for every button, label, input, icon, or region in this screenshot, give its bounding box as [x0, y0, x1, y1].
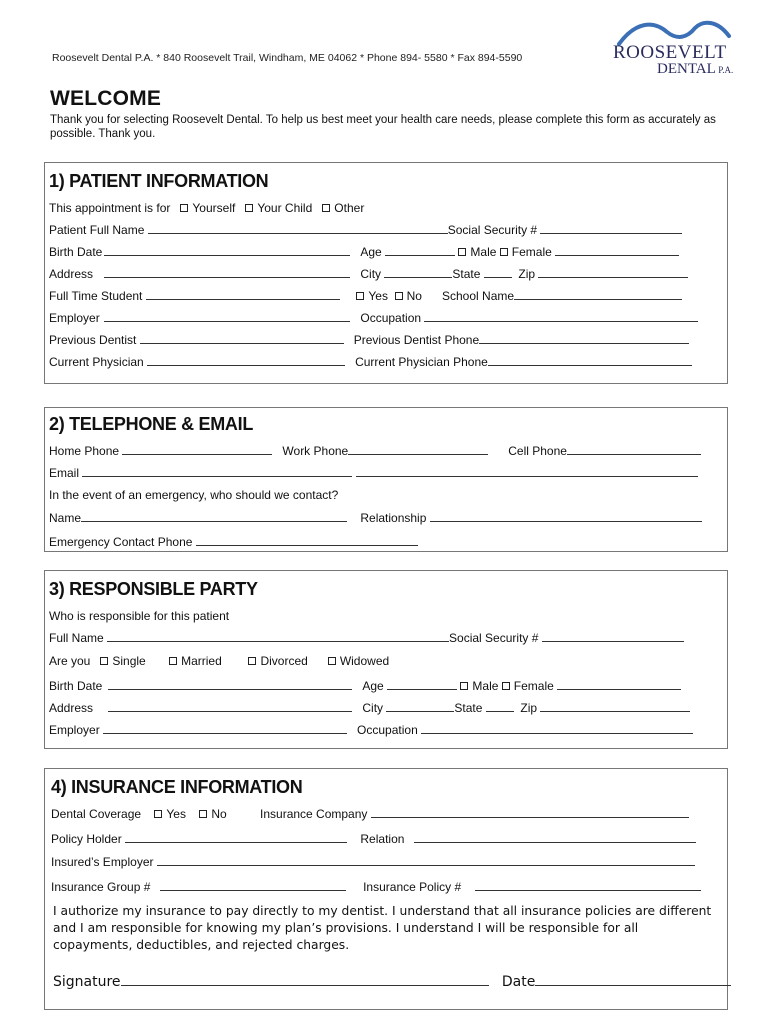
section-title: 3) RESPONSIBLE PARTY — [49, 579, 258, 599]
female-label: Female — [511, 245, 552, 259]
responsible-ssn-label: Social Security # — [449, 631, 539, 645]
married-checkbox[interactable] — [169, 657, 177, 665]
relation-label: Relation — [360, 832, 405, 846]
responsible-female-checkbox[interactable] — [502, 682, 510, 690]
male-label: Male — [470, 245, 497, 259]
other-checkbox[interactable] — [322, 204, 330, 212]
birth-date-label: Birth Date — [49, 245, 103, 259]
zip-label: Zip — [518, 267, 536, 281]
single-checkbox[interactable] — [100, 657, 108, 665]
home-phone-label: Home Phone — [49, 444, 120, 458]
responsible-name-field[interactable] — [107, 631, 449, 642]
insurance-company-label: Insurance Company — [260, 807, 368, 821]
emergency-phone-field[interactable] — [196, 535, 418, 546]
cell-phone-field[interactable] — [567, 444, 701, 455]
city-label: City — [360, 267, 382, 281]
welcome-title: WELCOME — [50, 87, 162, 110]
physician-phone-field[interactable] — [488, 355, 692, 366]
emergency-name-field[interactable] — [81, 511, 347, 522]
insurance-company-field[interactable] — [371, 807, 689, 818]
school-label: School Name — [442, 289, 515, 303]
student-no-label: No — [406, 289, 422, 303]
state-label: State — [452, 267, 481, 281]
responsible-city-label: City — [362, 701, 384, 715]
other-label: Other — [334, 201, 365, 215]
insurance-information-section — [44, 768, 728, 1010]
ssn-label: Social Security # — [447, 223, 538, 237]
single-label: Single — [112, 654, 146, 668]
emergency-phone-label: Emergency Contact Phone — [49, 535, 193, 549]
gender-extra-field[interactable] — [555, 245, 679, 256]
school-field[interactable] — [514, 289, 682, 300]
responsible-female-label: Female — [513, 679, 554, 693]
city-field[interactable] — [384, 267, 452, 278]
male-checkbox[interactable] — [458, 248, 466, 256]
insurance-policy-field[interactable] — [475, 880, 701, 891]
birth-date-field[interactable] — [104, 245, 350, 256]
yourself-label: Yourself — [192, 201, 236, 215]
section-title: 2) TELEPHONE & EMAIL — [49, 414, 254, 434]
coverage-no-checkbox[interactable] — [199, 810, 207, 818]
previous-dentist-label: Previous Dentist — [49, 333, 137, 347]
policy-holder-label: Policy Holder — [51, 832, 122, 846]
responsible-state-field[interactable] — [486, 701, 514, 712]
relation-field[interactable] — [414, 832, 696, 843]
insurance-policy-label: Insurance Policy # — [363, 880, 462, 894]
insured-employer-label: Insured’s Employer — [51, 855, 154, 869]
responsible-state-label: State — [454, 701, 483, 715]
responsible-occupation-field[interactable] — [421, 723, 693, 734]
responsible-ssn-field[interactable] — [542, 631, 684, 642]
responsible-question: Who is responsible for this patient — [49, 609, 230, 623]
cell-phone-label: Cell Phone — [508, 444, 567, 458]
age-label: Age — [360, 245, 382, 259]
responsible-city-field[interactable] — [386, 701, 454, 712]
previous-dentist-phone-field[interactable] — [479, 333, 689, 344]
physician-label: Current Physician — [49, 355, 144, 369]
policy-holder-field[interactable] — [125, 832, 347, 843]
coverage-yes-checkbox[interactable] — [154, 810, 162, 818]
responsible-zip-label: Zip — [520, 701, 538, 715]
marital-status-label: Are you — [49, 654, 91, 668]
occupation-label: Occupation — [360, 311, 422, 325]
responsible-address-label: Address — [49, 701, 94, 715]
insurance-group-label: Insurance Group # — [51, 880, 151, 894]
student-yes-checkbox[interactable] — [356, 292, 364, 300]
responsible-occupation-label: Occupation — [357, 723, 418, 737]
signature-label: Signature — [53, 974, 121, 990]
emergency-name-label: Name — [49, 511, 82, 525]
responsible-employer-field[interactable] — [103, 723, 347, 734]
date-label: Date — [501, 974, 536, 990]
emergency-question: In the event of an emergency, who should we contact? — [49, 488, 339, 502]
relationship-label: Relationship — [360, 511, 427, 525]
zip-field[interactable] — [538, 267, 688, 278]
your-child-label: Your Child — [257, 201, 313, 215]
age-field[interactable] — [385, 245, 455, 256]
widowed-label: Widowed — [339, 654, 390, 668]
responsible-male-checkbox[interactable] — [460, 682, 468, 690]
student-yes-label: Yes — [368, 289, 388, 303]
divorced-label: Divorced — [260, 654, 308, 668]
email-field-continued[interactable] — [356, 466, 698, 477]
practice-address-line: Roosevelt Dental P.A. * 840 Roosevelt Trail, Windham, ME 04062 * Phone 894- 5580 * Fax 894-5590 — [52, 52, 523, 64]
yourself-checkbox[interactable] — [180, 204, 188, 212]
logo-suffix: P.A. — [718, 65, 734, 75]
logo-line1: ROOSEVELT — [613, 42, 727, 63]
address-field[interactable] — [104, 267, 350, 278]
widowed-checkbox[interactable] — [328, 657, 336, 665]
appointment-label: This appointment is for — [49, 201, 171, 215]
telephone-email-section — [44, 407, 728, 552]
employer-label: Employer — [49, 311, 100, 325]
email-field[interactable] — [82, 466, 352, 477]
physician-field[interactable] — [147, 355, 345, 366]
responsible-birth-date-field[interactable] — [108, 679, 352, 690]
responsible-age-label: Age — [362, 679, 384, 693]
responsible-party-section — [44, 570, 728, 749]
previous-dentist-phone-label: Previous Dentist Phone — [353, 333, 480, 347]
physician-phone-label: Current Physician Phone — [355, 355, 488, 369]
logo-line2: DENTAL — [657, 61, 716, 77]
female-checkbox[interactable] — [500, 248, 508, 256]
responsible-gender-extra-field[interactable] — [557, 679, 681, 690]
student-label: Full Time Student — [49, 289, 143, 303]
divorced-checkbox[interactable] — [248, 657, 256, 665]
responsible-address-field[interactable] — [108, 701, 352, 712]
signature-field[interactable] — [121, 972, 489, 986]
previous-dentist-field[interactable] — [140, 333, 344, 344]
welcome-text: Thank you for selecting Roosevelt Dental. To help us best meet your health care needs, please complete this form as accurately as possible. Thank you. — [50, 114, 716, 140]
employer-field[interactable] — [104, 311, 350, 322]
responsible-birth-date-label: Birth Date — [49, 679, 103, 693]
responsible-age-field[interactable] — [387, 679, 457, 690]
coverage-no-label: No — [211, 807, 227, 821]
relationship-field[interactable] — [430, 511, 702, 522]
section-title: 1) PATIENT INFORMATION — [49, 171, 269, 191]
patient-name-label: Patient Full Name — [49, 223, 145, 237]
roosevelt-dental-logo — [605, 18, 735, 80]
email-label: Email — [49, 466, 80, 480]
ssn-field[interactable] — [540, 223, 682, 234]
student-field[interactable] — [146, 289, 340, 300]
responsible-employer-label: Employer — [49, 723, 100, 737]
patient-information-section — [44, 162, 728, 384]
responsible-name-label: Full Name — [49, 631, 104, 645]
insured-employer-field[interactable] — [157, 855, 695, 866]
dental-coverage-label: Dental Coverage — [51, 807, 142, 821]
responsible-male-label: Male — [472, 679, 499, 693]
patient-name-field[interactable] — [148, 223, 448, 234]
married-label: Married — [181, 654, 222, 668]
date-field[interactable] — [535, 972, 731, 986]
responsible-zip-field[interactable] — [540, 701, 690, 712]
state-field[interactable] — [484, 267, 512, 278]
student-no-checkbox[interactable] — [395, 292, 403, 300]
occupation-field[interactable] — [424, 311, 698, 322]
insurance-group-field[interactable] — [160, 880, 346, 891]
work-phone-field[interactable] — [348, 444, 488, 455]
address-label: Address — [49, 267, 94, 281]
coverage-yes-label: Yes — [166, 807, 186, 821]
section-title: 4) INSURANCE INFORMATION — [51, 777, 303, 797]
insurance-authorization-text: I authorize my insurance to pay directly to my dentist. I understand that all insurance policies are different and I am responsible for knowing my plan’s provisions. I understand I will be responsible for all copayments, deductibles, and rejected charges. — [53, 904, 712, 952]
home-phone-field[interactable] — [122, 444, 272, 455]
your-child-checkbox[interactable] — [245, 204, 253, 212]
work-phone-label: Work Phone — [282, 444, 349, 458]
